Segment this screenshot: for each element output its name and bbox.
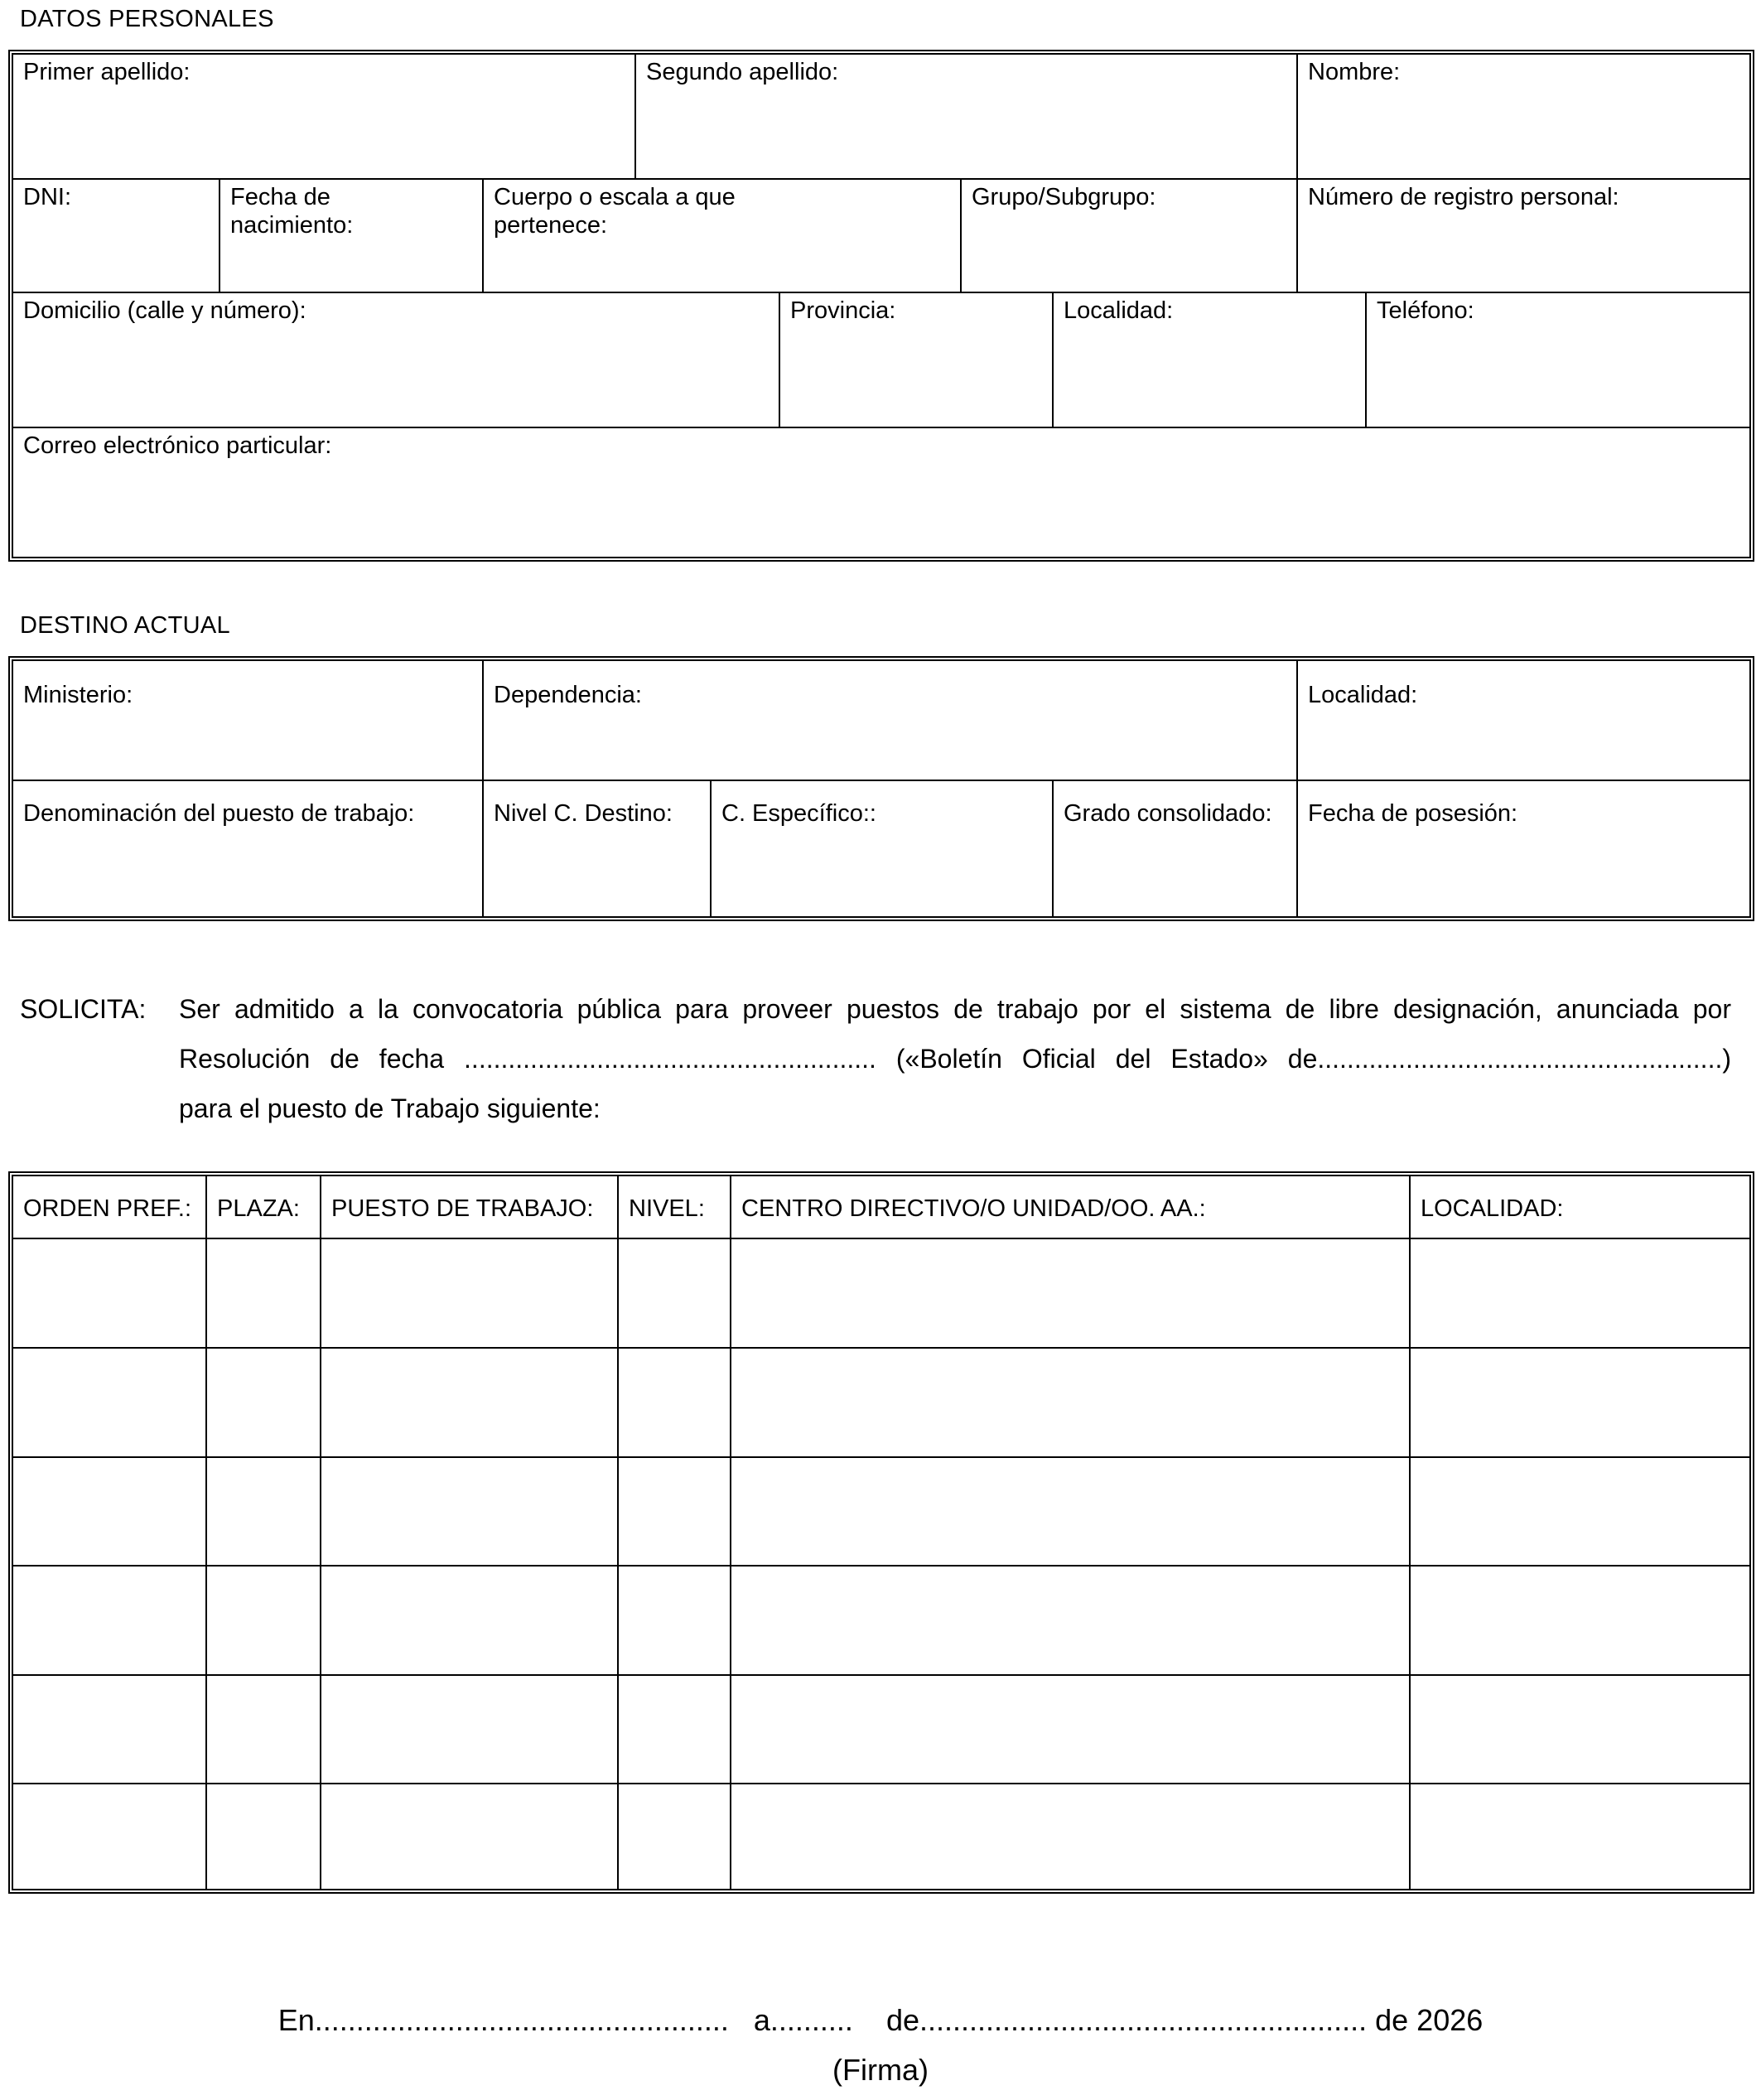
destino-localidad-label: Localidad:: [1308, 682, 1418, 708]
header-orden-pref: ORDEN PREF.:: [23, 1195, 192, 1222]
fecha-posesion-label: Fecha de posesión:: [1308, 800, 1518, 827]
table-cell-centro-directivo[interactable]: [731, 1349, 1409, 1456]
table-cell-nivel[interactable]: [619, 1239, 730, 1347]
header-plaza: PLAZA:: [217, 1195, 300, 1222]
table-cell-plaza[interactable]: [207, 1567, 320, 1674]
firma-label: (Firma): [832, 2053, 929, 2087]
sign-de[interactable]: de......................................................: [885, 2003, 1368, 2037]
dependencia-label: Dependencia:: [494, 682, 642, 708]
correo-label: Correo electrónico particular:: [23, 432, 332, 459]
table-cell-orden-pref[interactable]: [13, 1784, 205, 1889]
header-puesto-trabajo: PUESTO DE TRABAJO:: [331, 1195, 594, 1222]
denominacion-field[interactable]: [13, 796, 482, 916]
nrp-label: Número de registro personal:: [1308, 184, 1619, 210]
table-cell-plaza[interactable]: [207, 1349, 320, 1456]
denominacion-label: Denominación del puesto de trabajo:: [23, 800, 415, 827]
ministerio-field[interactable]: [13, 678, 482, 780]
datos-personales-form: [8, 50, 1754, 562]
header-localidad: LOCALIDAD:: [1421, 1195, 1564, 1222]
section-title-destino-actual: DESTINO ACTUAL: [20, 612, 230, 639]
table-cell-localidad[interactable]: [1411, 1349, 1749, 1456]
grupo-subgrupo-field[interactable]: [962, 180, 1296, 292]
row-divider: [13, 780, 1749, 781]
sign-en[interactable]: En..................................................: [277, 2003, 729, 2037]
telefono-field[interactable]: [1367, 293, 1749, 427]
table-cell-nivel[interactable]: [619, 1567, 730, 1674]
table-cell-centro-directivo[interactable]: [731, 1458, 1409, 1565]
table-cell-puesto-trabajo[interactable]: [321, 1567, 617, 1674]
nivel-destino-field[interactable]: [484, 796, 710, 916]
complemento-especifico-field[interactable]: [712, 796, 1052, 916]
table-cell-centro-directivo[interactable]: [731, 1567, 1409, 1674]
domicilio-label: Domicilio (calle y número):: [23, 297, 306, 324]
cuerpo-escala-field[interactable]: [484, 180, 960, 292]
table-cell-localidad[interactable]: [1411, 1458, 1749, 1565]
grupo-label: Grupo/Subgrupo:: [972, 184, 1156, 210]
fecha-nacimiento-label-1: Fecha de: [230, 184, 330, 210]
dni-label: DNI:: [23, 184, 71, 210]
numero-registro-field[interactable]: [1298, 180, 1749, 292]
solicita-text: [179, 984, 1731, 1133]
table-cell-localidad[interactable]: [1411, 1784, 1749, 1889]
table-cell-plaza[interactable]: [207, 1239, 320, 1347]
table-cell-nivel[interactable]: [619, 1784, 730, 1889]
header-nivel: NIVEL:: [629, 1195, 705, 1222]
correo-field[interactable]: [13, 428, 1749, 557]
table-cell-plaza[interactable]: [207, 1458, 320, 1565]
cuerpo-label-2: pertenece:: [494, 212, 608, 239]
destino-actual-form: [8, 656, 1754, 921]
grado-label: Grado consolidado:: [1064, 800, 1272, 827]
provincia-label: Provincia:: [790, 297, 896, 324]
dependencia-field[interactable]: [484, 678, 1296, 780]
table-cell-orden-pref[interactable]: [13, 1458, 205, 1565]
table-cell-nivel[interactable]: [619, 1458, 730, 1565]
localidad-label: Localidad:: [1064, 297, 1174, 324]
sign-year: de 2026: [1375, 2003, 1484, 2037]
ministerio-label: Ministerio:: [23, 682, 133, 708]
segundo-apellido-field[interactable]: [636, 55, 1296, 178]
header-centro-directivo: CENTRO DIRECTIVO/O UNIDAD/OO. AA.:: [741, 1195, 1206, 1222]
table-cell-puesto-trabajo[interactable]: [321, 1676, 617, 1783]
fecha-nacimiento-field[interactable]: [220, 180, 482, 292]
solicita-line-1: Ser admitido a la convocatoria pública para proveer puestos de trabajo por el sistema de libre designación, anunciada por: [179, 994, 1731, 1024]
puestos-table: [8, 1171, 1754, 1894]
cuerpo-label-1: Cuerpo o escala a que: [494, 184, 736, 210]
table-cell-orden-pref[interactable]: [13, 1567, 205, 1674]
dni-field[interactable]: [13, 180, 219, 292]
fecha-posesion-field[interactable]: [1298, 796, 1749, 916]
table-cell-localidad[interactable]: [1411, 1239, 1749, 1347]
table-cell-orden-pref[interactable]: [13, 1676, 205, 1783]
table-cell-orden-pref[interactable]: [13, 1239, 205, 1347]
telefono-label: Teléfono:: [1377, 297, 1474, 324]
fecha-nacimiento-label-2: nacimiento:: [230, 212, 354, 239]
primer-apellido-label: Primer apellido:: [23, 59, 191, 85]
nivel-destino-label: Nivel C. Destino:: [494, 800, 673, 827]
section-title-datos-personales: DATOS PERSONALES: [20, 6, 274, 32]
solicita-line-2: Resolución de fecha ........................................................ («Boletín Oficial del Estado» de.......................................................): [179, 1044, 1731, 1074]
destino-localidad-field[interactable]: [1298, 678, 1749, 780]
table-cell-nivel[interactable]: [619, 1349, 730, 1456]
table-cell-plaza[interactable]: [207, 1676, 320, 1783]
domicilio-field[interactable]: [13, 293, 779, 427]
table-cell-centro-directivo[interactable]: [731, 1784, 1409, 1889]
table-cell-orden-pref[interactable]: [13, 1349, 205, 1456]
signature-line: [0, 2003, 1761, 2038]
solicita-label: SOLICITA:: [20, 994, 147, 1024]
sign-a[interactable]: a..........: [753, 2003, 853, 2037]
nombre-label: Nombre:: [1308, 59, 1401, 85]
table-cell-localidad[interactable]: [1411, 1676, 1749, 1783]
table-cell-centro-directivo[interactable]: [731, 1239, 1409, 1347]
table-cell-nivel[interactable]: [619, 1676, 730, 1783]
table-cell-centro-directivo[interactable]: [731, 1676, 1409, 1783]
especifico-label: C. Específico::: [721, 800, 876, 827]
provincia-field[interactable]: [780, 293, 1052, 427]
table-cell-plaza[interactable]: [207, 1784, 320, 1889]
table-cell-puesto-trabajo[interactable]: [321, 1349, 617, 1456]
grado-consolidado-field[interactable]: [1054, 796, 1296, 916]
segundo-apellido-label: Segundo apellido:: [646, 59, 839, 85]
table-cell-puesto-trabajo[interactable]: [321, 1784, 617, 1889]
localidad-field[interactable]: [1054, 293, 1365, 427]
table-cell-localidad[interactable]: [1411, 1567, 1749, 1674]
nombre-field[interactable]: [1298, 55, 1749, 178]
solicita-line-3: para el puesto de Trabajo siguiente:: [179, 1093, 601, 1123]
table-cell-puesto-trabajo[interactable]: [321, 1239, 617, 1347]
table-cell-puesto-trabajo[interactable]: [321, 1458, 617, 1565]
primer-apellido-field[interactable]: [13, 55, 634, 178]
